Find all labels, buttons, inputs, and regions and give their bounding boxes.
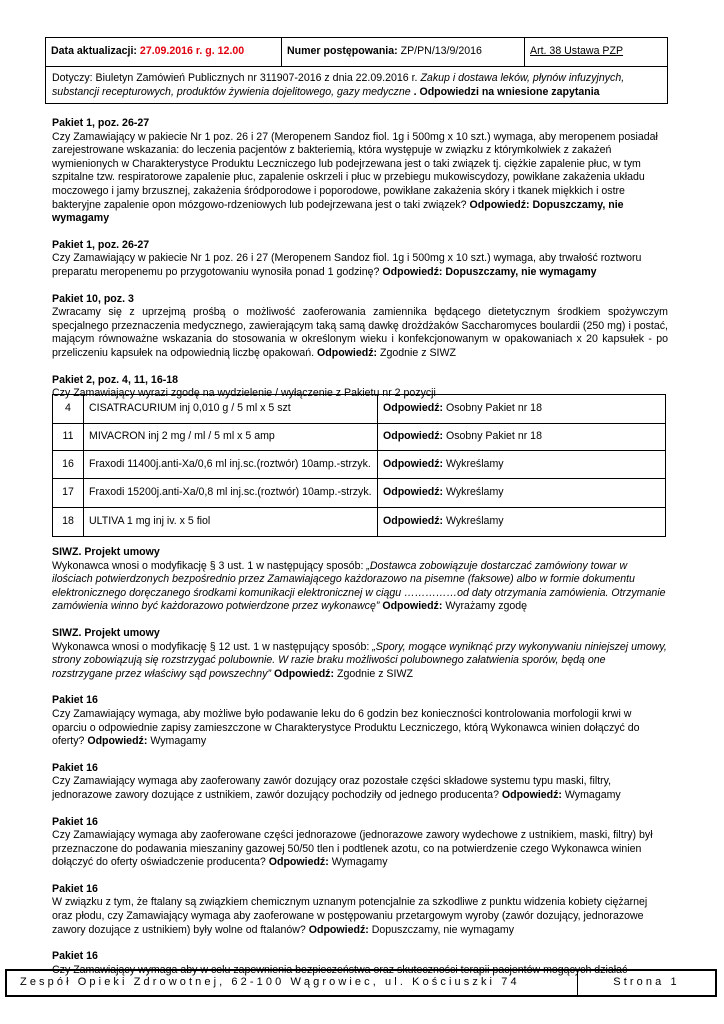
table-row [53,479,666,508]
section-text [52,896,668,937]
answer-text: Wymagamy [150,735,207,748]
answer-label: Odpowiedź: [308,923,369,936]
question-section [52,694,668,748]
question-text: Wykonawca wnosi o modyfikację § 12 ust. 1 w następujący sposób: [52,640,373,653]
answer-text: Dopuszczamy, nie wymagamy [445,265,597,278]
answer-label: Odpowiedź: [383,457,444,470]
table-row [53,424,666,451]
answer-text: Zgodnie z SIWZ [336,667,413,680]
position-answer [378,395,666,424]
table-row [53,395,666,424]
section-title: Pakiet 2, poz. 4, 11, 16-18 [52,373,179,386]
answer-text: Zgodnie z SIWZ [380,346,456,359]
question-section [52,239,668,280]
questions-bottom [52,546,668,990]
question-text: Wykonawca wnosi o modyfikację § 3 ust. 1 w następujący sposób: [52,559,367,572]
answer-label: Odpowiedź: [268,856,329,869]
section-title: Pakiet 1, poz. 26-27 [52,117,150,129]
question-section [52,816,668,870]
quoted-clause: „Dostawca zobowiązuje dostarczać zamówiony towar w ilościach potwierdzonych bezpośrednio przez Zamawiającego każdorazowo na pisemne (faksowe) albo w formie dokumentu elektronicznego doręczanego środkami komunikacji elektronicznej w ciągu ……………od daty otrzymania zamówienia. Otrzymanie zamówienia winno być każdorazowo potwierdzone przez wykonawcę” [52,559,666,613]
question-section [52,117,668,226]
section-text [52,131,668,226]
section-title: Pakiet 16 [52,815,98,828]
answer-label: Odpowiedź: [469,198,530,211]
section-title: SIWZ. Projekt umowy [52,546,160,558]
page-footer [5,969,717,997]
answer-label: Odpowiedź: [87,735,148,748]
position-description: Fraxodi 11400j.anti-Xa/0,6 ml inj.sc.(roztwór) 10amp.-strzyk. [84,451,378,479]
position-description: CISATRACURIUM inj 0,010 g / 5 ml x 5 szt [84,395,378,424]
question-text: Czy Zamawiający wyrazi zgodę na wydzielenie / wyłączenie z Pakietu nr 2 pozycji [52,387,436,400]
update-date-cell [46,38,282,66]
siwz-section [52,627,668,681]
concerns-row [46,67,667,103]
answer-text: Dopuszczamy, nie wymagamy [52,198,624,225]
position-number: 4 [53,395,84,424]
answer-label: Odpowiedź: [317,346,378,359]
position-number: 17 [53,479,84,508]
page-number: Strona 1 [613,976,680,989]
answer-text: Wykreślamy [445,486,504,499]
question-text: Czy Zamawiający wymaga, aby możliwe było podawanie leku do 6 godzin bez konieczności kontrolowania morfologii krwi w oparciu o odpowiednie zapisy zamieszczone w Charakterystyce Produktu Leczniczego, którą Wykonawca winien dołączyć do oferty? [52,707,640,748]
position-answer [378,424,666,451]
procedure-number-value: ZP/PN/13/9/2016 [400,45,482,58]
section-text [52,560,668,614]
answer-label: Odpowiedź: [383,430,444,443]
footer-address: Zespół Opieki Zdrowotnej, 62-100 Wągrowiec, ul. Kościuszki 74 [7,971,578,995]
update-date-value: 27.09.2016 r. g. 12.00 [139,45,245,58]
section-text [52,641,668,682]
law-reference: Art. 38 Ustawa PZP [530,45,624,58]
questions-top [52,117,668,414]
siwz-section [52,546,668,614]
concerns-title: Zakup i dostawa leków, płynów infuzyjnych, substancji recepturowych, produktów żywienia dojelitowego, gazy medyczne [52,72,625,98]
answer-label: Odpowiedź: [273,667,335,680]
question-text: Zwracamy się z uprzejmą prośbą o możliwość zaoferowania zamiennika będącego dietetycznym środkiem spożywczym specjalnego przeznaczenia medycznego, zawierającym taką samą dawkę drożdżaków Saccharomyces boulardii (250 mg) i postać, mającym równoważne wskazania do stosowania w określonym wieku i konfekcjonowanym w opakowaniach x 20 kapsułek - po przeliczeniu kapsułek na odpowiednią liczbę opakowań. [52,306,668,359]
section-text [52,775,668,802]
procedure-number-cell [282,38,525,66]
position-answer [378,451,666,479]
answer-label: Odpowiedź: [501,788,562,801]
concerns-lead: Dotyczy: Biuletyn Zamówień Publicznych nr 311907-2016 z dnia 22.09.2016 r. [52,72,418,84]
answer-label: Odpowiedź: [383,486,444,499]
document-header [45,37,668,104]
answer-text: Wymagamy [564,788,621,801]
position-answer [378,479,666,508]
position-answer [378,508,666,537]
table-row [53,508,666,537]
question-text: Czy Zamawiający wymaga aby w celu zapewnienia bezpieczeństwa oraz skuteczności terapii pacjentów mogących działać [52,963,628,976]
question-text: Czy Zamawiający w pakiecie Nr 1 poz. 26 i 27 (Meropenem Sandoz fiol. 1g i 500mg x 10 szt.) wymaga, aby meropenem posiadał zarejestrowane wskazania: do leczenia pacjentów z bakteriemią, która występuje w związku z którymkolwiek z zakażeń wymienionych w Charakterystyce Produktu Leczniczego lub podejrzewana jest o taki związek tj. ciężkie zapalenie płuc, w tym szpitalne tzw. respiratorowe zapalenie płuc, zapalenie oskrzeli i płuc w przebiegu mukowiscydozy, powikłane zakażenia układu moczowego i jamy brzusznej, zakażenia śródporodowe i poporodowe, powikłane zakażenia skóry i tkanek miękkich i ostre bakteryjne zapalenie opon mózgowo-rdzeniowych lub podejrzewana jest o taki związek? [52,130,658,211]
question-section [52,293,668,361]
question-text: Czy Zamawiający w pakiecie Nr 1 poz. 26 i 27 (Meropenem Sandoz fiol. 1g i 500mg x 10 szt.) wymaga, aby trwałość roztworu preparatu meropenemu po przygotowaniu wynosiła ponad 1 godzinę? [52,252,642,278]
answer-text: Dopuszczamy, nie wymagamy [371,923,515,936]
law-reference-cell [525,38,667,66]
concerns-end: . Odpowiedzi na wniesione zapytania [413,85,600,98]
position-description: ULTIVA 1 mg inj iv. x 5 fiol [84,508,378,537]
question-section [52,762,668,803]
section-title: Pakiet 16 [52,761,98,774]
answer-text: Wyrażamy zgodę [445,600,528,613]
answer-label: Odpowiedź: [383,402,444,415]
position-number: 11 [53,424,84,451]
position-number: 16 [53,451,84,479]
answer-label: Odpowiedź: [382,265,443,278]
question-text: W związku z tym, że ftalany są związkiem chemicznym uznanym potencjalnie za szkodliwe z punktu widzenia kobiety ciężarnej oraz płodu, czy Zamawiający wymaga aby zaoferowane w postępowaniu przetargowym wyroby (zawór dozujący, jednorazowe zawory dozujące z ustnikiem) były wolne od ftalanów? [52,896,648,936]
answer-text: Wykreślamy [445,457,504,470]
answer-text: Osobny Pakiet nr 18 [445,430,542,443]
position-description: Fraxodi 15200j.anti-Xa/0,8 ml inj.sc.(roztwór) 10amp.-strzyk. [84,479,378,508]
position-description: MIVACRON inj 2 mg / ml / 5 ml x 5 amp [84,424,378,451]
section-text [52,252,668,279]
section-text [52,708,668,749]
answer-text: Wykreślamy [445,515,504,528]
section-text [52,306,668,360]
update-date-label: Data aktualizacji: [51,45,137,58]
question-text: Czy Zamawiający wymaga aby zaoferowany zawór dozujący oraz pozostałe części składowe systemu typu maski, filtry, jednorazowe zawory dozujące z ustnikiem, zawór dozujący pochodziły od jednego producenta? [52,775,612,801]
answer-text: Osobny Pakiet nr 18 [445,402,542,415]
section-text [52,829,668,870]
question-text: Czy Zamawiający wymaga aby zaoferowane części jednorazowe (jednorazowe zawory wydechowe z ustnikiem, maski, filtry) był przeznaczone do podawania mieszaniny gazowej 50/50 tlen i podtlenek azotu, co na potwierdzenie czego Wykonawca winien dołączyć do oferty oświadczenie producenta? [52,829,653,869]
header-row [46,38,667,67]
table-row [53,451,666,479]
answer-text: Wymagamy [331,856,388,869]
answer-label: Odpowiedź: [382,600,443,613]
section-title: SIWZ. Projekt umowy [52,626,160,639]
section-title: Pakiet 10, poz. 3 [52,292,134,305]
section-title: Pakiet 16 [52,694,98,707]
positions-table [52,394,666,537]
question-section [52,883,668,937]
section-title: Pakiet 1, poz. 26-27 [52,238,150,251]
answer-label: Odpowiedź: [383,515,444,528]
procedure-number-label: Numer postępowania: [287,45,398,58]
section-title: Pakiet 16 [52,882,98,895]
section-title: Pakiet 16 [52,950,98,963]
quoted-clause: „Spory, mogące wyniknąć przy wykonywaniu niniejszej umowy, strony zobowiązują się rozstrzygać polubownie. W razie braku możliwości polubownego załatwienia sporów, będą one rozstrzygane przez właściwy sąd powszechny” [52,640,667,680]
position-number: 18 [53,508,84,537]
